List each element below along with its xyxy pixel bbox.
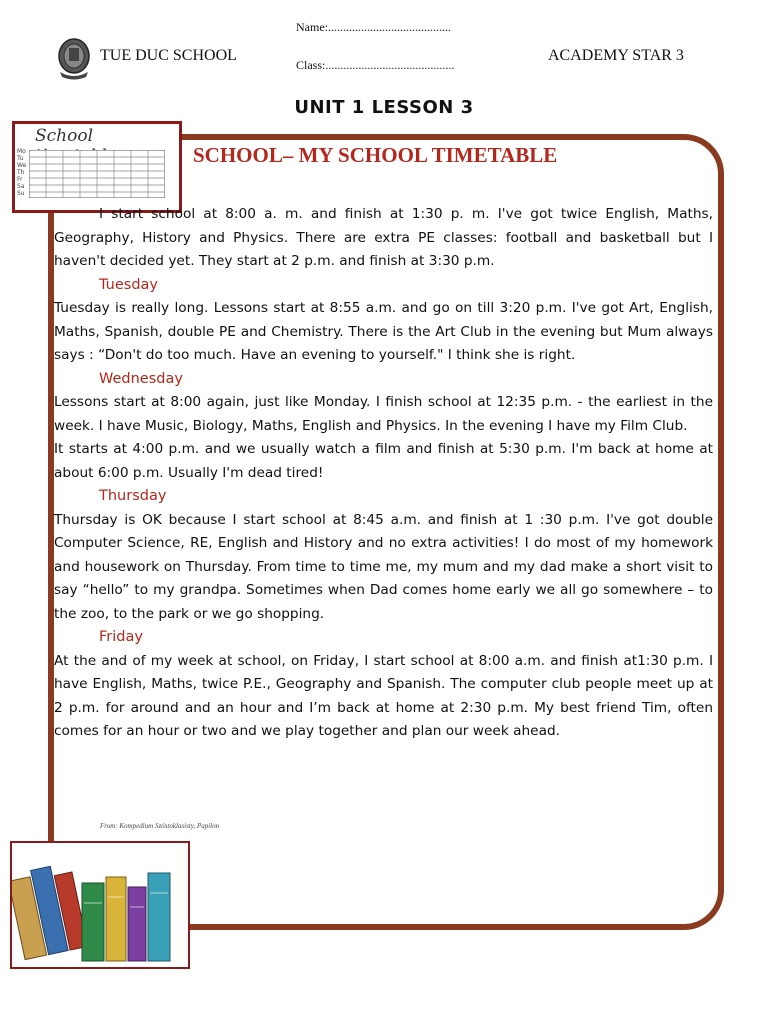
books-illustration [10,841,190,969]
source-citation: From: Kompedium Szóstoklasisty, Papilon [100,822,220,830]
friday-paragraph: At the and of my week at school, on Friday, I start school at 8:00 a.m. and finish at1:30 p.m. I have English, Maths, twice P.E., Geography and Spanish. The computer club people meet up at 2 p.m. for around and an hour and I’m back at home at 2:30 p.m. My best friend Tim, often comes for an hour or two and we play together and plan our week ahead. [54,652,713,739]
day-label: Su [17,190,25,197]
thursday-paragraph: Thursday is OK because I start school at 8:45 a.m. and finish at 1 :30 p.m. I've got double Computer Science, RE, English and History and no extra activities! I do most of my homework and housework on Thursday. From time to time me, my mum and my dad make a short visit to say “hello” to my grandpa. Sometimes when Dad comes home early we all go somewhere – to the zoo, to the park or we go shopping. [54,511,713,622]
day-label: Mo [17,148,26,155]
day-label: Th [17,169,25,176]
tuesday-heading: Tuesday [99,276,158,293]
timetable-illustration-title: School [35,126,94,146]
wednesday-heading: Wednesday [99,370,183,387]
day-label: Sa [17,183,25,190]
day-label: Fr [17,176,23,183]
timetable-illustration [12,121,182,213]
day-label: We [17,162,27,169]
article-body [54,203,713,744]
thursday-heading: Thursday [99,488,167,504]
monday-paragraph: I start school at 8:00 a. m. and finish at 1:30 p. m. I've got twice English, Maths, Geography, History and Physics. There are extra PE classes: football and basketball but I haven't decided yet. They start at 2 p.m. and finish at 3:30 p.m. [54,206,713,269]
wednesday-paragraph: Lessons start at 8:00 again, just like Monday. I finish school at 12:35 p.m. - the earliest in the week. I have Music, Biology, Maths, English and Physics. In the evening I have my Film Club. [54,394,713,434]
timetable-days [17,148,26,197]
class-field: Class:........................................... [296,58,455,72]
books-icon [12,843,188,967]
course-name: ACADEMY STAR 3 [548,47,684,64]
school-name: TUE DUC SCHOOL [100,47,237,64]
school-logo [56,36,92,80]
tuesday-paragraph: Tuesday is really long. Lessons start at 8:55 a.m. and go on till 3:20 p.m. I've got Art, English, Maths, Spanish, double PE and Chemistry. There is the Art Club in the evening but Mum always says : “Don't do too much. Have an evening to yourself." I think she is right. [54,300,713,363]
unit-title: UNIT 1 LESSON 3 [294,97,474,118]
friday-heading: Friday [99,629,143,645]
timetable-grid [29,150,165,198]
day-label: Tu [17,155,24,162]
section-title: SCHOOL– MY SCHOOL TIMETABLE [193,143,558,167]
wednesday-paragraph-2: It starts at 4:00 p.m. and we usually watch a film and finish at 5:30 p.m. I'm back at home at about 6:00 p.m. Usually I'm dead tired! [54,441,713,481]
name-field: Name:......................................... [296,20,451,34]
